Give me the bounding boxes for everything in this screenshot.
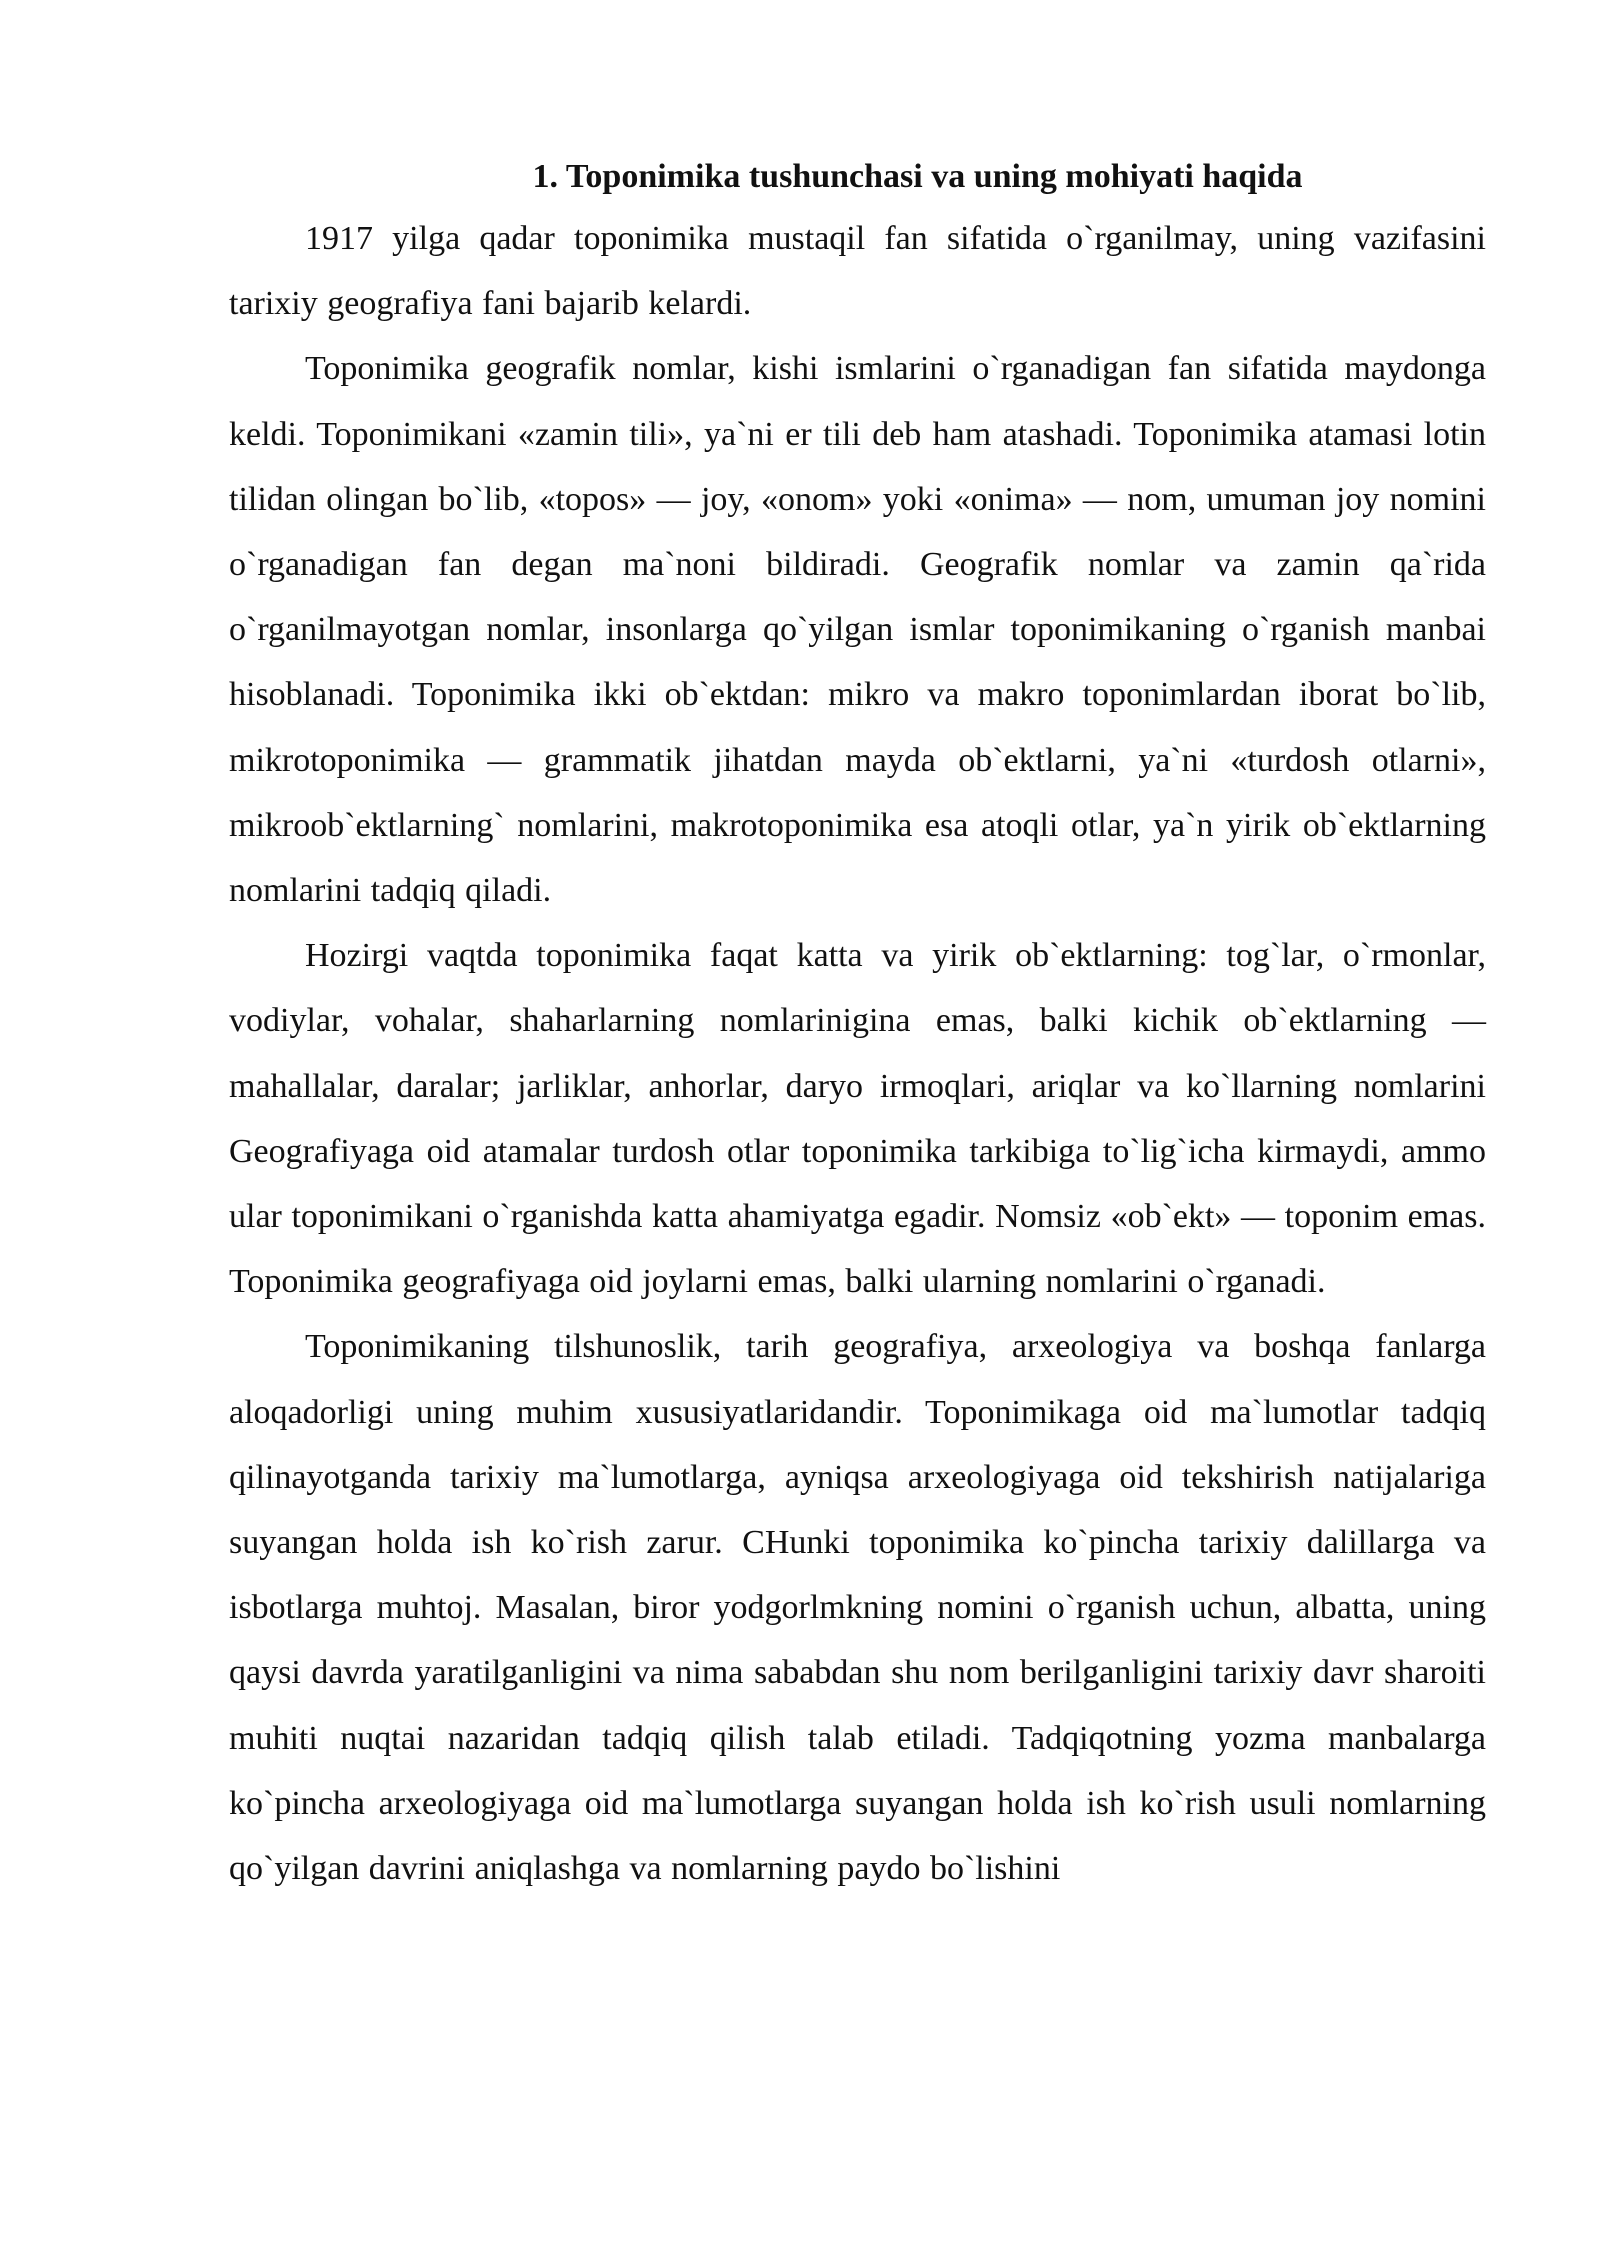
paragraph-4: Toponimikaning tilshunoslik, tarih geografiya, arxeologiya va boshqa fanlarga aloqadorligi uning muhim xususiyatlaridandir. Toponimikaga oid ma`lumotlar tadqiq qilinayotganda tarixiy ma`lumotlarga, ayniqsa arxeologiyaga oid tekshirish natijalariga suyangan holda ish ko`rish zarur. CHunki toponimika ko`pincha tarixiy dalillarga va isbotlarga muhtoj. Masalan, biror yodgorlmkning nomini o`rganish uchun, albatta, uning qaysi davrda yaratilganligini va nima sababdan shu nom berilganligini tarixiy davr sharoiti muhiti nuqtai nazaridan tadqiq qilish talab etiladi. Tadqiqotning yozma manbalarga ko`pincha arxeologiyaga oid ma`lumotlarga suyangan holda ish ko`rish usuli nomlarning qo`yilgan davrini aniqlashga va nomlarning paydo bo`lishini [229,1328,1486,1888]
paragraph-3: Hozirgi vaqtda toponimika faqat katta va yirik ob`ektlarning: tog`lar, o`rmonlar, vodiylar, vohalar, shaharlarning nomlarinigina emas, balki kichik ob`ektlarning — mahallalar, daralar; jarliklar, anhorlar, daryo irmoqlari, ariqlar va ko`llarning nomlarini Geografiyaga oid atamalar turdosh otlar toponimika tarkibiga to`lig`icha kirmaydi, ammo ular toponimikani o`rganishda katta ahamiyatga egadir. Nomsiz «ob`ekt» — toponim emas. Toponimika geografiyaga oid joylarni emas, balki ularning nomlarini o`rganadi. [229,937,1486,1301]
document-page [229,148,1486,1901]
paragraph-2: Toponimika geografik nomlar, kishi ismlarini o`rganadigan fan sifatida maydonga keldi. Toponimikani «zamin tili», ya`ni er tili deb ham atashadi. Toponimika atamasi lotin tilidan olingan bo`lib, «topos» — joy, «onom» yoki «onima» — nom, umuman joy nomini o`rganadigan fan degan ma`noni bildiradi. Geografik nomlar va zamin qa`rida o`rganilmayotgan nomlar, insonlarga qo`yilgan ismlar toponimikaning o`rganish manbai hisoblanadi. Toponimika ikki ob`ektdan: mikro va makro toponimlardan iborat bo`lib, mikrotoponimika — grammatik jihatdan mayda ob`ektlarni, ya`ni «turdosh otlarni», mikroob`ektlarning` nomlarini, makrotoponimika esa atoqli otlar, ya`n yirik ob`ektlarning nomlarini tadqiq qiladi. [229,350,1486,910]
section-heading: 1. Toponimika tushunchasi va uning mohiyati haqida [532,158,1303,195]
paragraph-1: 1917 yilga qadar toponimika mustaqil fan sifatida o`rganilmay, uning vazifasini tarixiy geografiya fani bajarib kelardi. [229,220,1486,323]
